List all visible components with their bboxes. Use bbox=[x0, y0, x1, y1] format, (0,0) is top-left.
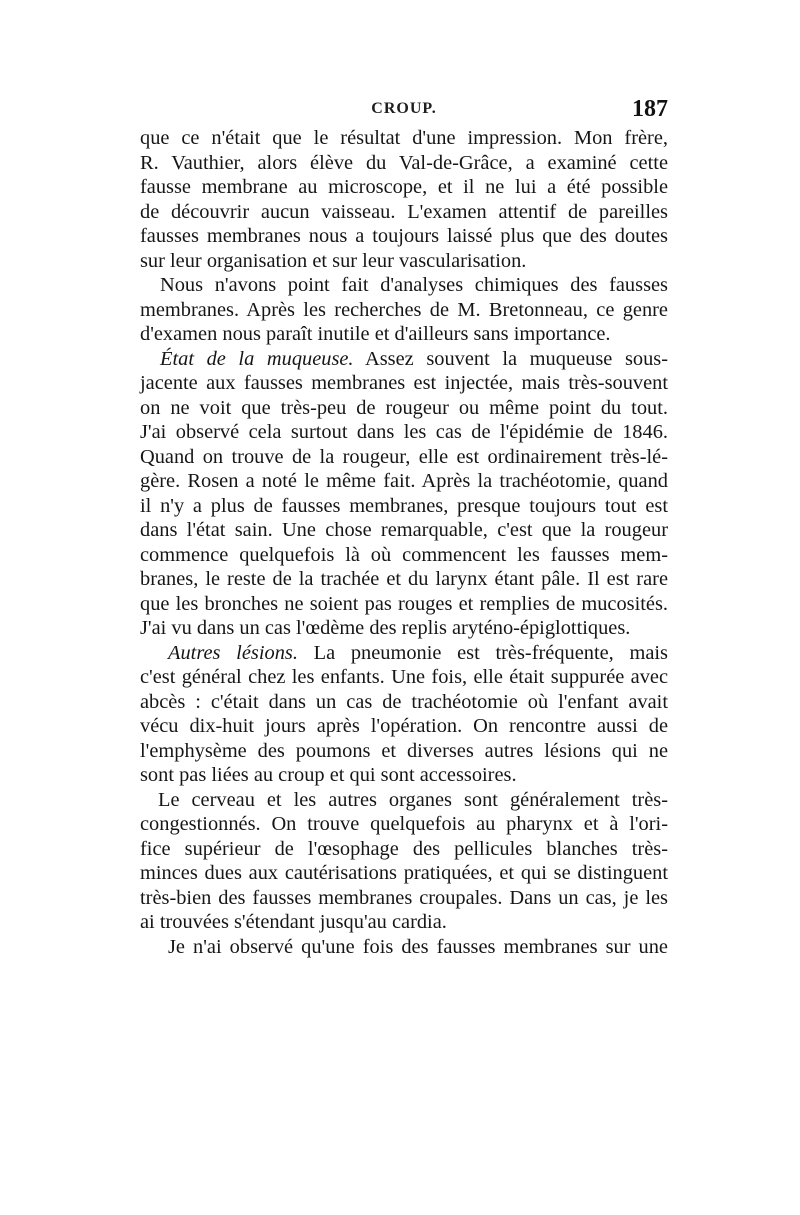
text-line: c'est général chez les enfants. Une fois, elle était suppurée avec bbox=[140, 666, 668, 688]
text-line: fice supérieur de l'œsophage des pellicules blanches très- bbox=[140, 837, 668, 860]
text-body bbox=[140, 126, 668, 959]
text-line-heading bbox=[140, 641, 668, 666]
text-line: sur leur organisation et sur leur vascularisation. bbox=[140, 249, 527, 272]
text-line: Nous n'avons point fait d'analyses chimiques des fausses bbox=[160, 274, 668, 296]
paragraph-autres-lesions bbox=[140, 641, 668, 788]
text-line: fausses membranes nous a toujours laissé plus que des doutes bbox=[140, 225, 668, 247]
text-line: que les bronches ne soient pas rouges et remplies de mucosités. bbox=[140, 592, 668, 615]
text-line: Le cerveau et les autres organes sont généralement très- bbox=[158, 788, 668, 811]
text-line: Quand on trouve de la rougeur, elle est ordinairement très-lé- bbox=[140, 445, 668, 468]
section-lead-italic: État de la muqueuse. bbox=[160, 347, 354, 370]
text-line: très-bien des fausses membranes croupales. Dans un cas, je les bbox=[140, 886, 668, 909]
text-line-heading bbox=[140, 347, 668, 372]
paragraph-2 bbox=[140, 273, 668, 347]
text-line: minces dues aux cautérisations pratiquées, et qui se distinguent bbox=[140, 862, 668, 884]
text-line-rest: La pneumonie est très-fréquente, mais bbox=[297, 641, 668, 664]
text-line: abcès : c'était dans un cas de trachéotomie où l'enfant avait bbox=[140, 690, 668, 713]
text-line: on ne voit que très-peu de rougeur ou même point du tout. bbox=[140, 396, 668, 419]
text-line: vécu dix-huit jours après l'opération. On rencontre aussi de bbox=[140, 715, 668, 737]
text-line: jacente aux fausses membranes est injectée, mais très-souvent bbox=[140, 372, 668, 394]
text-line: branes, le reste de la trachée et du larynx étant pâle. Il est rare bbox=[140, 568, 668, 590]
text-line: ai trouvées s'étendant jusqu'au cardia. bbox=[140, 911, 447, 933]
text-line: l'emphysème des poumons et diverses autres lésions qui ne bbox=[140, 739, 668, 762]
text-line: d'examen nous paraît inutile et d'ailleurs sans importance. bbox=[140, 323, 611, 345]
running-title: CROUP. bbox=[371, 100, 437, 117]
paragraph-6 bbox=[140, 935, 668, 960]
text-line: que ce n'était que le résultat d'une impression. Mon frère, bbox=[140, 127, 668, 149]
text-line: Je n'ai observé qu'une fois des fausses membranes sur une bbox=[168, 935, 668, 958]
text-line: J'ai observé cela surtout dans les cas de l'épidémie de 1846. bbox=[140, 421, 668, 443]
text-line: fausse membrane au microscope, et il ne lui a été possible bbox=[140, 176, 668, 198]
text-line: de découvrir aucun vaisseau. L'examen attentif de pareilles bbox=[140, 200, 668, 223]
text-line: J'ai vu dans un cas l'œdème des replis aryténo-épiglottiques. bbox=[140, 617, 631, 639]
text-line: congestionnés. On trouve quelquefois au pharynx et à l'ori- bbox=[140, 813, 668, 835]
running-header bbox=[140, 96, 668, 126]
text-line: membranes. Après les recherches de M. Bretonneau, ce genre bbox=[140, 298, 668, 321]
text-line: dans l'état sain. Une chose remarquable, c'est que la rougeur bbox=[140, 519, 668, 541]
paragraph-1 bbox=[140, 126, 668, 273]
section-lead-italic: Autres lésions. bbox=[168, 641, 298, 664]
paragraph-5 bbox=[140, 788, 668, 935]
page-number: 187 bbox=[632, 96, 668, 122]
text-line-rest: Assez souvent la muqueuse sous- bbox=[353, 347, 669, 370]
text-line: gère. Rosen a noté le même fait. Après la trachéotomie, quand bbox=[140, 470, 668, 492]
text-line: il n'y a plus de fausses membranes, presque toujours tout est bbox=[140, 494, 668, 517]
text-line: sont pas liées au croup et qui sont accessoires. bbox=[140, 764, 517, 786]
text-line: R. Vauthier, alors élève du Val-de-Grâce, a examiné cette bbox=[140, 151, 668, 174]
text-line: commence quelquefois là où commencent les fausses mem- bbox=[140, 543, 668, 566]
paragraph-etat-muqueuse bbox=[140, 347, 668, 641]
